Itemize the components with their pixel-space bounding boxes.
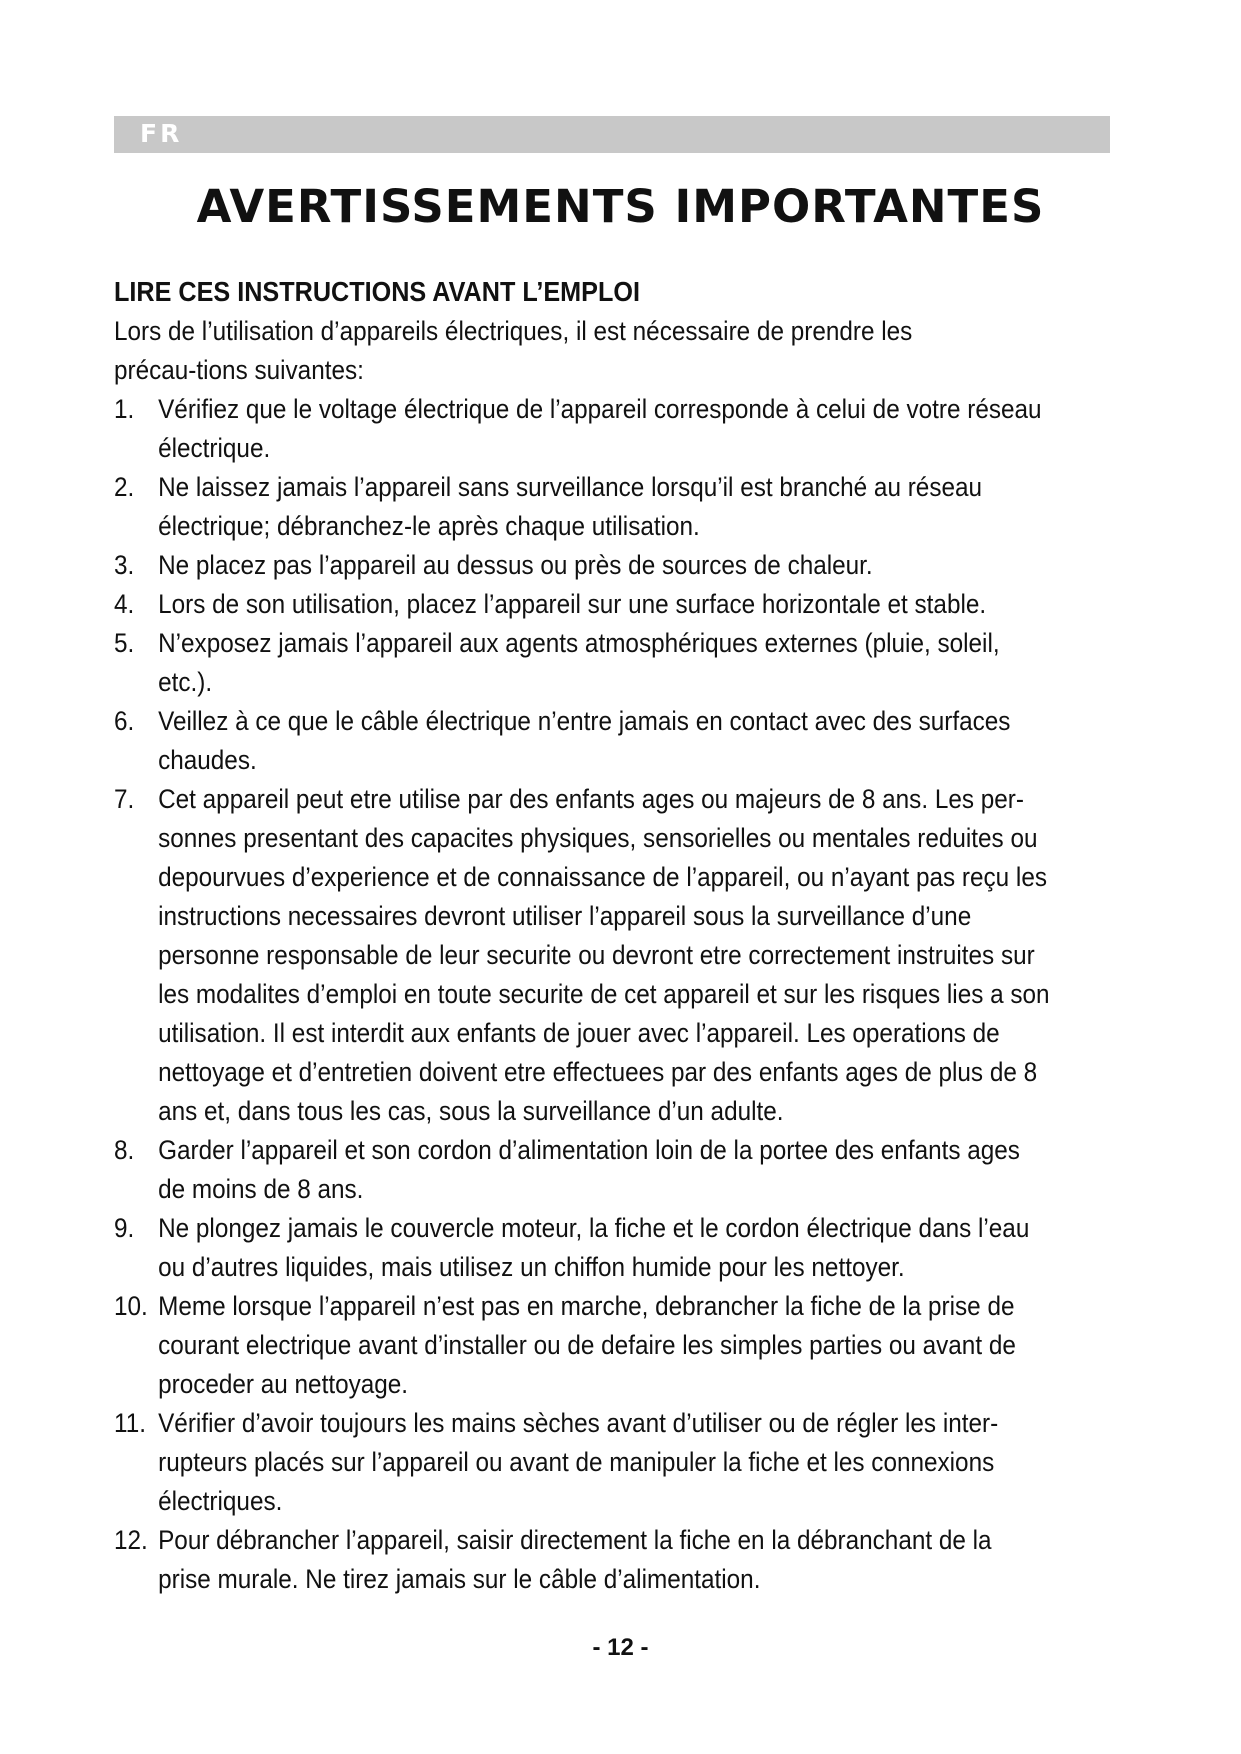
list-item-text: Ne placez pas l’appareil au dessus ou près de sources de chaleur. xyxy=(158,550,873,580)
list-item xyxy=(114,468,1050,546)
intro-paragraph: Lors de l’utilisation d’appareils électriques, il est nécessaire de prendre les précau-tions suivantes: xyxy=(114,316,913,385)
list-item-number: 4. xyxy=(114,589,135,619)
list-item-number: 7. xyxy=(114,784,135,814)
list-item-number: 1. xyxy=(114,394,135,424)
document-body xyxy=(114,272,1050,1599)
list-item-number: 11. xyxy=(114,1408,146,1438)
list-item-number: 10. xyxy=(114,1291,148,1321)
list-item xyxy=(114,1131,1050,1209)
list-item xyxy=(114,585,1050,624)
section-subtitle: LIRE CES INSTRUCTIONS AVANT L’EMPLOI xyxy=(114,276,640,307)
list-item-number: 2. xyxy=(114,472,135,502)
list-item xyxy=(114,390,1050,468)
list-item-text: Ne plongez jamais le couvercle moteur, la fiche et le cordon électrique dans l’eau ou d’autres liquides, mais utilisez un chiffon humide pour les nettoyer. xyxy=(158,1213,1030,1282)
list-item-text: Pour débrancher l’appareil, saisir directement la fiche en la débranchant de la prise murale. Ne tirez jamais sur le câble d’alimentation. xyxy=(158,1525,992,1594)
list-item xyxy=(114,780,1050,1131)
list-item-number: 9. xyxy=(114,1213,135,1243)
list-item xyxy=(114,1521,1050,1599)
list-item xyxy=(114,1287,1050,1404)
list-item xyxy=(114,1209,1050,1287)
list-item-text: Cet appareil peut etre utilise par des enfants ages ou majeurs de 8 ans. Les per-sonnes presentant des capacites physiques, sensorielles ou mentales reduites ou depourvues d’experience et de connaissance de l’appareil, ou n’ayant pas reçu les instructions necessaires devront utiliser l’appareil sous la surveillance d’une personne responsable de leur securite ou devront etre correctement instruites sur les modalites d’emploi en toute securite de cet appareil et sur les risques lies a son utilisation. Il est interdit aux enfants de jouer avec l’appareil. Les operations de nettoyage et d’entretien doivent etre effectuees par des enfants ages de plus de 8 ans et, dans tous les cas, sous la surveillance d’un adulte. xyxy=(158,784,1050,1126)
list-item-text: Vérifiez que le voltage électrique de l’appareil corresponde à celui de votre réseau électrique. xyxy=(158,394,1042,463)
warnings-list xyxy=(114,390,1050,1599)
list-item-text: Vérifier d’avoir toujours les mains sèches avant d’utiliser ou de régler les inter-rupteurs placés sur l’appareil ou avant de manipuler la fiche et les connexions électriques. xyxy=(158,1408,999,1516)
list-item-number: 6. xyxy=(114,706,135,736)
list-item-text: Ne laissez jamais l’appareil sans surveillance lorsqu’il est branché au réseau électrique; débranchez-le après chaque utilisation. xyxy=(158,472,983,541)
list-item xyxy=(114,624,1050,702)
language-header-bar xyxy=(114,116,1110,153)
list-item-text: Veillez à ce que le câble électrique n’entre jamais en contact avec des surfaces chaudes. xyxy=(158,706,1011,775)
list-item-text: Lors de son utilisation, placez l’appareil sur une surface horizontale et stable. xyxy=(158,589,987,619)
list-item-text: Garder l’appareil et son cordon d’alimentation loin de la portee des enfants ages de moins de 8 ans. xyxy=(158,1135,1020,1204)
list-item-text: Meme lorsque l’appareil n’est pas en marche, debrancher la fiche de la prise de courant electrique avant d’installer ou de defaire les simples parties ou avant de proceder au nettoyage. xyxy=(158,1291,1016,1399)
list-item xyxy=(114,546,1050,585)
list-item-text: N’exposez jamais l’appareil aux agents atmosphériques externes (pluie, soleil, etc.). xyxy=(158,628,1000,697)
list-item xyxy=(114,702,1050,780)
page-number: - 12 - xyxy=(592,1634,649,1661)
list-item xyxy=(114,1404,1050,1521)
list-item-number: 5. xyxy=(114,628,135,658)
list-item-number: 8. xyxy=(114,1135,135,1165)
list-item-number: 12. xyxy=(114,1525,148,1555)
language-code: FR xyxy=(140,119,183,148)
list-item-number: 3. xyxy=(114,550,135,580)
page-title: AVERTISSEMENTS IMPORTANTES xyxy=(196,180,1045,233)
